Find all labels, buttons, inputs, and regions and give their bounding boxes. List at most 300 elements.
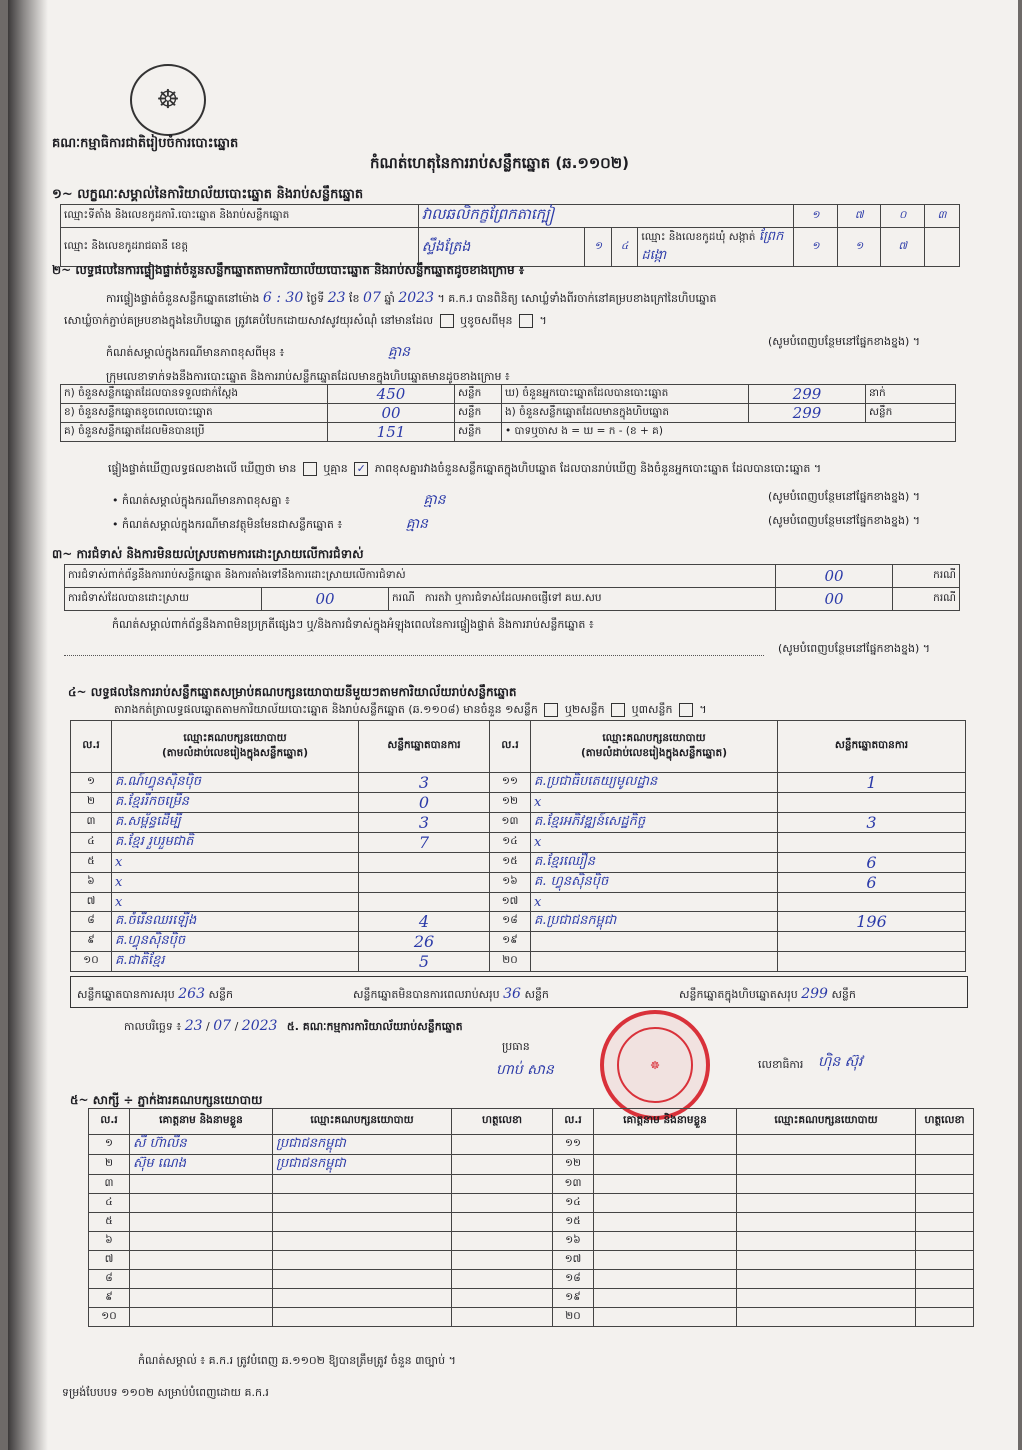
witness-name[interactable]: ស៊ុម ណេង [130, 1155, 273, 1175]
objection-note: កំណត់សម្គាល់ពាក់ព័ន្ធនឹងភាពមិនប្រក្រតីផ្សេងៗ ឬ/និងការជំទាស់ក្នុងអំឡុងពេលនៃការផ្ទៀងផ្ទាត់ និងការរាប់សន្លឹកឆ្នោត ៖ [112, 618, 594, 631]
result-no-right: ២០ [490, 952, 531, 972]
total-box-label: សន្លឹកឆ្នោតក្នុងហិបឆ្នោតសរុប [679, 988, 798, 1001]
note2-row [112, 490, 446, 511]
witness-party[interactable]: ប្រជាជនកម្ពុជា [273, 1155, 452, 1175]
result-votes-right[interactable] [778, 793, 966, 813]
witness-sign-right[interactable] [916, 1175, 974, 1194]
section3-heading: ៣~ ការជំទាស់ និងការមិនយល់ស្របតាមការដោះស្រាយលើការជំទាស់ [52, 547, 364, 561]
footer-form: ទម្រង់បែបបទ ១១០២ សម្រាប់បំពេញដោយ គ.ក.រ [62, 1386, 269, 1399]
results-row [71, 873, 966, 893]
witness-party-right[interactable] [737, 1175, 916, 1194]
objection-r1-value[interactable]: 00 [776, 565, 893, 588]
witness-sign[interactable] [452, 1232, 553, 1251]
result-no-right: ១៥ [490, 853, 531, 873]
commune-value[interactable]: ព្រែកដង្កោ [641, 229, 784, 263]
results-col-party-title-2: ឈ្មោះគណបក្សនយោបាយ [602, 731, 706, 744]
witness-row [89, 1289, 974, 1308]
result-party[interactable]: x [112, 893, 359, 912]
result-no-right: ១៨ [490, 912, 531, 932]
witness-no: ៤ [89, 1194, 130, 1213]
result-no: ៤ [71, 833, 112, 853]
result-no: ១ [71, 773, 112, 793]
result-votes[interactable] [359, 893, 490, 912]
result-no: ៩ [71, 932, 112, 952]
date-year[interactable]: 2023 [241, 1018, 278, 1034]
section5-heading: ៥~ សាក្សី ÷ ភ្នាក់ងារគណបក្សនយោបាយ [70, 1093, 263, 1107]
witness-col-party: ឈ្មោះគណបក្សនយោបាយ [273, 1109, 452, 1135]
result-no: ១០ [71, 952, 112, 972]
province-value[interactable]: ស្ទឹងត្រែង [418, 228, 585, 267]
witness-sign-right[interactable] [916, 1289, 974, 1308]
results-col-no-2: ល.រ [490, 721, 531, 773]
discrepancy-desc: ភាពខុសគ្នារវាងចំនួនសន្លឹកឆ្នោតក្នុងហិបឆ្នោត ដែលបានរាប់ឃើញ និងចំនួនអ្នកបោះឆ្នោត ដែលបានបោះឆ្នោត ។ [374, 462, 822, 475]
witness-name-right[interactable] [594, 1270, 737, 1289]
witness-no: ១០ [89, 1308, 130, 1327]
result-votes-right[interactable]: 196 [778, 912, 966, 932]
note1-value[interactable]: គ្មាន [387, 344, 411, 360]
result-votes[interactable]: 7 [359, 833, 490, 853]
witness-sign[interactable] [452, 1308, 553, 1327]
result-party-right[interactable] [531, 952, 778, 972]
commune-label: ឈ្មោះ និងលេខកូដឃុំ សង្កាត់ [641, 231, 756, 243]
result-party-right[interactable]: គ. ហ្វុនស៊ិនប៉ិច [531, 873, 778, 893]
witness-no: ៦ [89, 1232, 130, 1251]
witness-row [89, 1251, 974, 1270]
result-no-right: ១៣ [490, 813, 531, 833]
witness-no-right: ១៨ [553, 1270, 594, 1289]
witness-sign-right[interactable] [916, 1155, 974, 1175]
result-party[interactable]: គ.សម្ព័ន្ធដើម្បី [112, 813, 359, 833]
count-b-value[interactable]: 00 [328, 404, 455, 423]
witness-no-right: ១៧ [553, 1251, 594, 1270]
witness-name[interactable] [130, 1270, 273, 1289]
objection-r2-label: ការជំទាស់ដែលបានដោះស្រាយ [65, 588, 262, 611]
results-col-no: ល.រ [71, 721, 112, 773]
objection-r2-value[interactable]: 00 [262, 588, 389, 611]
ballot-count-table [60, 384, 956, 442]
result-no: ៦ [71, 873, 112, 893]
result-party-right[interactable]: គ.ប្រជាជនកម្ពុជា [531, 912, 778, 932]
result-votes-right[interactable] [778, 893, 966, 912]
result-party-right[interactable]: x [531, 893, 778, 912]
witness-party-right[interactable] [737, 1232, 916, 1251]
note2-value[interactable]: គ្មាន [423, 492, 446, 508]
results-row [71, 893, 966, 912]
province-code-1[interactable]: ១ [585, 228, 612, 267]
section1-heading: ១~ លក្ខណៈសម្គាល់នៃការិយាល័យបោះឆ្នោត និងរាប់សន្លឹកឆ្នោត [52, 187, 364, 202]
count-d-value[interactable]: 299 [749, 385, 866, 404]
results-row [71, 932, 966, 952]
count-a-unit: សន្លឹក [455, 385, 502, 404]
witness-sign[interactable] [452, 1135, 553, 1155]
form-title: កំណត់ហេតុនៃការរាប់សន្លឹកឆ្នោត (ឆ.១១០២) [370, 154, 630, 172]
witness-party[interactable] [273, 1213, 452, 1232]
lock-broken-checkbox[interactable] [519, 314, 533, 328]
form-sheet [8, 0, 1018, 1450]
witness-col-no: ល.រ [89, 1109, 130, 1135]
chair-signature[interactable]: ហាប់ សាន [496, 1062, 554, 1078]
witness-party[interactable] [273, 1175, 452, 1194]
note3-hint: (សូមបំពេញបន្ថែមនៅផ្នែកខាងខ្នង) ។ [768, 514, 920, 527]
note3-row [112, 514, 428, 535]
verify-line1-rest: ។ គ.ក.រ បានពិនិត្យ សោឃ្លំទាំងពីរចាក់នៅគម្របខាងក្រៅនៃហិបឆ្នោត [437, 292, 717, 305]
station-code-1[interactable]: ១ [794, 205, 838, 228]
witness-name-right[interactable] [594, 1289, 737, 1308]
stamp-emblem-icon: ☸ [650, 1058, 660, 1072]
results-row [71, 952, 966, 972]
result-votes[interactable] [359, 873, 490, 893]
note1-row [106, 342, 410, 363]
witness-name-right[interactable] [594, 1155, 737, 1175]
witness-party[interactable] [273, 1270, 452, 1289]
witness-body [89, 1135, 974, 1327]
counts-intro: ក្រុមលេខាទាក់ទងនឹងការបោះឆ្នោត និងការរាប់សន្លឹកឆ្នោតដែលមានក្នុងហិបឆ្នោតមានដូចខាងក្រោម ៖ [106, 370, 510, 383]
witness-sign-right[interactable] [916, 1194, 974, 1213]
sheet2-checkbox[interactable] [611, 703, 625, 717]
witness-name[interactable] [130, 1308, 273, 1327]
witness-name-right[interactable] [594, 1135, 737, 1155]
witness-sign[interactable] [452, 1213, 553, 1232]
witness-name[interactable] [130, 1232, 273, 1251]
verify-time[interactable]: 6 : 30 [262, 290, 304, 306]
result-votes[interactable]: 26 [359, 932, 490, 952]
witness-no-right: ១១ [553, 1135, 594, 1155]
secretary-label: លេខាធិការ [758, 1058, 804, 1071]
verify-line2: សោឃ្លំចាក់ភ្ជាប់គម្របខាងក្នុងនៃហិបឆ្នោត ត្រូវគេបំបែកដោយសាវសូវយុរសំណុំ នៅមានដែល ឬខូចសពីមុន ។ [64, 314, 547, 327]
verify-line2-text: សោឃ្លំចាក់ភ្ជាប់គម្របខាងក្នុងនៃហិបឆ្នោត ត្រូវគេបំបែកដោយសាវសូវយុរសំណុំ នៅមានដែល [64, 314, 434, 327]
total-box-row [679, 986, 856, 1004]
count-formula: • បាទឬចាស ង = ឃ = ក - (ខ + គ) [502, 423, 956, 442]
lock-broken-label: ឬខូចសពីមុន [460, 314, 513, 327]
witness-party[interactable] [273, 1289, 452, 1308]
discrepancy-yes-checkbox[interactable] [303, 462, 317, 476]
results-table [70, 720, 966, 972]
count-a-value[interactable]: 450 [328, 385, 455, 404]
discrepancy-no-label: ឬគ្មាន [323, 462, 348, 475]
commune-code-2[interactable]: ១ [837, 228, 881, 267]
witness-party[interactable] [273, 1251, 452, 1270]
witness-party-right[interactable] [737, 1194, 916, 1213]
result-no-right: ១៧ [490, 893, 531, 912]
date-day[interactable]: 23 [184, 1018, 203, 1034]
org-name: គណៈកម្មាធិការជាតិរៀបចំការបោះឆ្នោត [52, 136, 239, 151]
witness-no-right: ១៤ [553, 1194, 594, 1213]
witness-col-name: គោត្តនាម និងនាមខ្លួន [130, 1109, 273, 1135]
witness-sign-right[interactable] [916, 1135, 974, 1155]
province-label: ឈ្មោះ និងលេខកូដរាជធានី ខេត្ត [61, 228, 419, 267]
note3-value[interactable]: គ្មាន [405, 516, 428, 532]
note2-hint: (សូមបំពេញបន្ថែមនៅផ្នែកខាងខ្នង) ។ [768, 490, 920, 503]
witness-no: ៥ [89, 1213, 130, 1232]
results-row [71, 833, 966, 853]
result-party-right[interactable] [531, 932, 778, 952]
objection-hint: (សូមបំពេញបន្ថែមនៅផ្នែកខាងខ្នង) ។ [778, 642, 930, 655]
result-party[interactable]: គ.ជាតិខ្មែរ [112, 952, 359, 972]
witness-party-right[interactable] [737, 1270, 916, 1289]
sheet3-label: ឬ៣សន្លឹក [631, 703, 673, 716]
total-invalid-label: សន្លឹកឆ្នោតមិនបានការពេលរាប់សរុប [353, 988, 500, 1001]
witness-col-party-2: ឈ្មោះគណបក្សនយោបាយ [737, 1109, 916, 1135]
witness-no-right: ១៦ [553, 1232, 594, 1251]
witness-sign-right[interactable] [916, 1251, 974, 1270]
witness-name-right[interactable] [594, 1251, 737, 1270]
witness-name-right[interactable] [594, 1175, 737, 1194]
verify-year[interactable]: 2023 [398, 290, 434, 306]
result-votes[interactable]: 3 [359, 813, 490, 833]
results-body [71, 773, 966, 972]
total-invalid-unit: សន្លឹក [524, 988, 549, 1001]
result-sheet-count-text: តារាងកត់ត្រាលទ្ធផលឆ្នោតតាមការិយាល័យបោះឆ្នោត និងរាប់សន្លឹកឆ្នោត (ឆ.១១០៨) មានចំនួន ១សន្លឹក [114, 703, 538, 716]
result-votes[interactable]: 3 [359, 773, 490, 793]
objection-r1-unit: ករណី [893, 565, 960, 588]
result-votes-right[interactable] [778, 932, 966, 952]
witness-no: ៨ [89, 1270, 130, 1289]
result-party[interactable]: គ.ចំរើនឈរឡើង [112, 912, 359, 932]
witness-sign[interactable] [452, 1194, 553, 1213]
total-valid-label: សន្លឹកឆ្នោតបានការសរុប [77, 988, 175, 1001]
discrepancy-check-text: ផ្ទៀងផ្ទាត់ឃើញលទ្ធផលខាងលើ ឃើញថា មាន [108, 462, 297, 475]
total-valid-unit: សន្លឹក [208, 988, 233, 1001]
witness-sign[interactable] [452, 1155, 553, 1175]
result-votes-right[interactable]: 6 [778, 853, 966, 873]
result-party[interactable]: គ.ខ្មែរ រួបរួមជាតិ [112, 833, 359, 853]
results-col-votes: សន្លឹកឆ្នោតបានការ [359, 721, 490, 773]
witness-name[interactable] [130, 1251, 273, 1270]
witness-row [89, 1232, 974, 1251]
witness-party-right[interactable] [737, 1308, 916, 1327]
total-invalid-row [353, 986, 549, 1004]
objection-r2-value2[interactable]: 00 [776, 588, 893, 611]
national-emblem [130, 64, 206, 136]
discrepancy-check-row [108, 462, 821, 478]
chair-label: ប្រធាន [502, 1040, 530, 1053]
witness-row [89, 1308, 974, 1327]
result-no: ៧ [71, 893, 112, 912]
witness-party[interactable]: ប្រជាជនកម្ពុជា [273, 1135, 452, 1155]
result-party[interactable]: គ.ខ្មែររីកចម្រើន [112, 793, 359, 813]
witness-name[interactable] [130, 1194, 273, 1213]
result-no: ៨ [71, 912, 112, 932]
note1-label: កំណត់សម្គាល់ក្នុងករណីមានភាពខុសពីមុន ៖ [106, 346, 285, 359]
result-party[interactable]: គ.ណ៍ហ្វុនស៊ិនប៉ិច [112, 773, 359, 793]
total-box-unit: សន្លឹក [831, 988, 856, 1001]
result-no-right: ១៦ [490, 873, 531, 893]
result-party-right[interactable]: គ.ខ្មែរឈឿន [531, 853, 778, 873]
verify-time-label: ការផ្ទៀងផ្ទាត់ចំនួនសន្លឹកឆ្នោតនៅម៉ោង [106, 292, 260, 305]
witness-no: ២ [89, 1155, 130, 1175]
count-e-value[interactable]: 299 [749, 404, 866, 423]
results-row [71, 793, 966, 813]
witness-no: ៣ [89, 1175, 130, 1194]
result-party-right[interactable]: គ.ខ្មែរអភិវឌ្ឍន៍សេដ្ឋកិច្ច [531, 813, 778, 833]
results-row [71, 853, 966, 873]
verify-day[interactable]: 23 [327, 290, 346, 306]
witness-name-right[interactable] [594, 1308, 737, 1327]
witness-party[interactable] [273, 1194, 452, 1213]
results-col-party-sub: (តាមលំដាប់លេខរៀងក្នុងសន្លឹកឆ្នោត) [161, 746, 309, 759]
station-label: ឈ្មោះទីតាំង និងលេខកូដការិ.បោះឆ្នោត និងរាប់សន្លឹកឆ្នោត [61, 205, 419, 228]
result-votes-right[interactable]: 3 [778, 813, 966, 833]
witness-row [89, 1135, 974, 1155]
witness-row [89, 1175, 974, 1194]
witness-sign-right[interactable] [916, 1308, 974, 1327]
result-party[interactable]: x [112, 873, 359, 893]
witness-sign[interactable] [452, 1175, 553, 1194]
witness-party[interactable] [273, 1308, 452, 1327]
witness-no-right: ១៣ [553, 1175, 594, 1194]
secretary-signature[interactable]: ហ៊ិន ស៊ុវ [818, 1054, 863, 1070]
result-votes[interactable] [359, 853, 490, 873]
witness-no: ៧ [89, 1251, 130, 1270]
stamp-emblem [617, 1027, 693, 1103]
result-party-right[interactable]: x [531, 833, 778, 853]
total-invalid-value[interactable]: 36 [503, 986, 521, 1002]
verify-year-label: ឆ្នាំ [384, 292, 395, 305]
count-c-label: គ) ចំនួនសន្លឹកឆ្នោតដែលមិនបានប្រើ [61, 423, 328, 442]
emblem-icon: ☸ [156, 85, 180, 115]
note1-hint: (សូមបំពេញបន្ថែមនៅផ្នែកខាងខ្នង) ។ [768, 335, 920, 348]
results-row [71, 912, 966, 932]
witness-party[interactable] [273, 1232, 452, 1251]
total-valid-value[interactable]: 263 [178, 986, 205, 1002]
result-votes-right[interactable]: 6 [778, 873, 966, 893]
sheet3-checkbox[interactable] [679, 703, 693, 717]
witness-name[interactable] [130, 1213, 273, 1232]
sheet1-checkbox[interactable] [544, 703, 558, 717]
result-party-right[interactable]: គ.ប្រជាធិបតេយ្យមូលដ្ឋាន [531, 773, 778, 793]
witness-no: ៩ [89, 1289, 130, 1308]
witness-sign-right[interactable] [916, 1270, 974, 1289]
witness-sign[interactable] [452, 1270, 553, 1289]
total-valid-row [77, 986, 233, 1004]
result-votes[interactable]: 5 [359, 952, 490, 972]
province-code-2[interactable]: ៤ [611, 228, 638, 267]
result-no: ២ [71, 793, 112, 813]
station-code-3[interactable]: ០ [881, 205, 925, 228]
discrepancy-no-checkbox[interactable]: ✓ [354, 462, 368, 476]
commune-code-1[interactable]: ១ [794, 228, 838, 267]
date-month[interactable]: 07 [213, 1018, 232, 1034]
objection-table [64, 564, 960, 611]
witness-name-right[interactable] [594, 1213, 737, 1232]
count-a-label: ក) ចំនួនសន្លឹកឆ្នោតដែលបានទទួលជាក់ស្តែង [61, 385, 328, 404]
witness-name[interactable] [130, 1175, 273, 1194]
date-row: កាលបរិច្ឆេទ ៖ 23 / 07 / 2023 ៥. គណៈកម្មការការិយាល័យរាប់សន្លឹកឆ្នោត [124, 1018, 463, 1034]
footer-note: កំណត់សម្គាល់ ៖ គ.ក.រ ត្រូវបំពេញ ឆ.១១០២ ឱ្យបានត្រឹមត្រូវ ចំនួន ៣ច្បាប់ ។ [138, 1354, 456, 1367]
result-votes[interactable]: 0 [359, 793, 490, 813]
witness-no-right: ១៩ [553, 1289, 594, 1308]
count-d-label: ឃ) ចំនួនអ្នកបោះឆ្នោតដែលបានបោះឆ្នោត [502, 385, 749, 404]
station-value[interactable]: វាលឆលិកក្ខព្រែកតាក្បៀ [418, 205, 794, 228]
result-no: ៣ [71, 813, 112, 833]
section2-heading: ២~ លទ្ធផលនៃការផ្ទៀងផ្ទាត់ចំនួនសន្លឹកឆ្នោតតាមការិយាល័យបោះឆ្នោត និងរាប់សន្លឹកឆ្នោតដូចខាងក្រោម ៖ [52, 263, 525, 277]
witness-no-right: ១៥ [553, 1213, 594, 1232]
note2-label: • កំណត់សម្គាល់ក្នុងករណីមានភាពខុសគ្នា ៖ [112, 494, 290, 507]
results-col-party-2 [531, 721, 778, 773]
witness-col-no-2: ល.រ [553, 1109, 594, 1135]
result-votes-right[interactable] [778, 952, 966, 972]
results-col-party-title: ឈ្មោះគណបក្សនយោបាយ [183, 731, 287, 744]
witness-party-right[interactable] [737, 1135, 916, 1155]
result-no-right: ១៤ [490, 833, 531, 853]
sheet2-label: ឬ២សន្លឹក [564, 703, 605, 716]
count-c-unit: សន្លឹក [455, 423, 502, 442]
results-totals [70, 976, 968, 1008]
official-stamp [600, 1010, 710, 1120]
objection-r2-unit2: ករណី [893, 588, 960, 611]
result-votes-right[interactable] [778, 833, 966, 853]
witness-name-right[interactable] [594, 1194, 737, 1213]
note3-label: • កំណត់សម្គាល់ក្នុងករណីមានវត្ថុមិនមែនជាសន្លឹកឆ្នោត ៖ [112, 518, 343, 531]
witness-row [89, 1213, 974, 1232]
witness-col-sign: ហត្ថលេខា [452, 1109, 553, 1135]
result-votes-right[interactable]: 1 [778, 773, 966, 793]
result-no-right: ១៩ [490, 932, 531, 952]
witness-party-right[interactable] [737, 1289, 916, 1308]
result-no: ៥ [71, 853, 112, 873]
witness-name[interactable] [130, 1289, 273, 1308]
witness-no-right: ១២ [553, 1155, 594, 1175]
witness-sign[interactable] [452, 1289, 553, 1308]
objection-r1-label: ការជំទាស់ពាក់ព័ន្ធនឹងការរាប់សន្លឹកឆ្នោត និងការតាំងទៅនឹងការដោះស្រាយលើការជំទាស់ [65, 565, 776, 588]
result-party-right[interactable]: x [531, 793, 778, 813]
result-votes[interactable]: 4 [359, 912, 490, 932]
date-label: កាលបរិច្ឆេទ ៖ [124, 1020, 182, 1033]
verify-day-label: ថ្ងៃទី [306, 292, 325, 305]
result-sheet-count: តារាងកត់ត្រាលទ្ធផលឆ្នោតតាមការិយាល័យបោះឆ្នោត និងរាប់សន្លឹកឆ្នោត (ឆ.១១០៨) មានចំនួន ១សន្លឹក ឬ២សន្លឹក ឬ៣សន្លឹក ។ [114, 703, 707, 716]
count-e-unit: សន្លឹក [866, 404, 956, 423]
witness-sign-right[interactable] [916, 1232, 974, 1251]
witness-table [88, 1108, 974, 1327]
total-box-value[interactable]: 299 [801, 986, 828, 1002]
witness-sign-right[interactable] [916, 1213, 974, 1232]
result-party[interactable]: គ.ហ្វុនស៊ិនប៉ិច [112, 932, 359, 952]
section4-heading: ៤~ លទ្ធផលនៃការរាប់សន្លឹកឆ្នោតសម្រាប់គណបក្សនយោបាយនីមួយៗតាមការិយាល័យរាប់សន្លឹកឆ្នោត [68, 685, 517, 699]
objection-r2-label2: ការតវ៉ា ឬការជំទាស់ដែលអាចផ្ញើទៅ គឃ.សប [424, 591, 602, 604]
results-col-party [112, 721, 359, 773]
witness-row [89, 1155, 974, 1175]
count-b-unit: សន្លឹក [455, 404, 502, 423]
witness-no: ១ [89, 1135, 130, 1155]
witness-name[interactable]: សី ហ៊ាលីន [130, 1135, 273, 1155]
lock-intact-checkbox[interactable] [440, 314, 454, 328]
results-col-votes-2: សន្លឹកឆ្នោតបានការ [778, 721, 966, 773]
witness-party-right[interactable] [737, 1155, 916, 1175]
witness-name-right[interactable] [594, 1232, 737, 1251]
witness-col-sign-2: ហត្ថលេខា [916, 1109, 974, 1135]
result-party[interactable]: x [112, 853, 359, 873]
commune-code-3[interactable]: ៧ [881, 228, 925, 267]
witness-col-name-2: គោត្តនាម និងនាមខ្លួន [594, 1109, 737, 1135]
committee-label: ៥. គណៈកម្មការការិយាល័យរាប់សន្លឹកឆ្នោត [286, 1020, 463, 1033]
results-col-party-sub-2: (តាមលំដាប់លេខរៀងក្នុងសន្លឹកឆ្នោត) [580, 746, 728, 759]
result-no-right: ១១ [490, 773, 531, 793]
results-row [71, 813, 966, 833]
station-info-table [60, 204, 960, 267]
count-c-value[interactable]: 151 [328, 423, 455, 442]
result-no-right: ១២ [490, 793, 531, 813]
witness-party-right[interactable] [737, 1251, 916, 1270]
station-code-2[interactable]: ៧ [837, 205, 881, 228]
station-code-4[interactable]: ៣ [924, 205, 959, 228]
results-row [71, 773, 966, 793]
witness-party-right[interactable] [737, 1213, 916, 1232]
count-e-label: ង) ចំនួនសន្លឹកឆ្នោតដែលមានក្នុងហិបឆ្នោត [502, 404, 749, 423]
objection-note-line[interactable] [64, 642, 764, 656]
verify-month[interactable]: 07 [363, 290, 381, 306]
witness-sign[interactable] [452, 1251, 553, 1270]
verify-line1 [106, 290, 716, 308]
